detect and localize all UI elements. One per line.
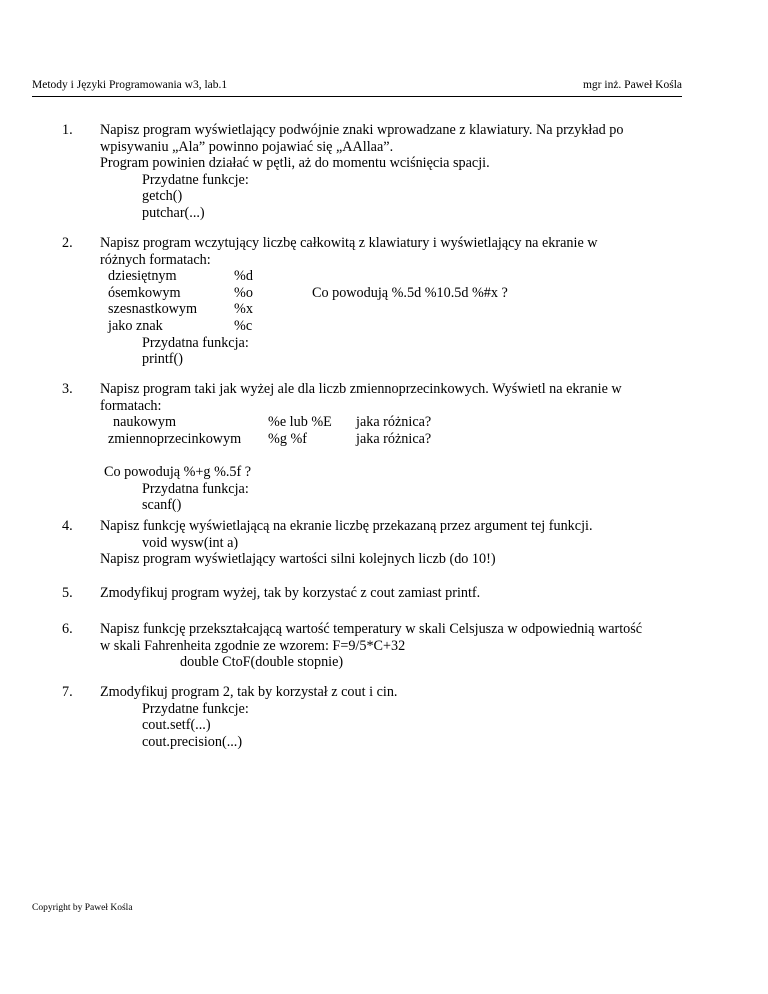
helper-title: Przydatna funkcja: (142, 334, 249, 351)
format-name: szesnastkowym (108, 301, 198, 318)
helper-function: scanf() (142, 497, 182, 514)
format-row (100, 285, 700, 302)
header-course-title: Metody i Języki Programowania w3, lab.1 (32, 79, 228, 91)
header-author: mgr inż. Paweł Kośla (582, 79, 682, 91)
helper-title: Przydatna funkcja: (142, 480, 249, 497)
format-row (100, 301, 700, 318)
helper-title: Przydatne funkcje: (142, 171, 249, 188)
task-text-line: różnych formatach: (100, 251, 211, 268)
task-text-line: wpisywaniu „Ala” powinno pojawiać się „AAllaa”. (100, 138, 394, 155)
format-name: naukowym (113, 414, 177, 431)
helper-function: getch() (142, 188, 183, 205)
function-signature: void wysw(int a) (142, 534, 239, 551)
format-name: dziesiętnym (108, 268, 177, 285)
task-text-line: Napisz program taki jak wyżej ale dla liczb zmiennoprzecinkowych. Wyświetl na ekranie w (100, 381, 622, 397)
task-number: 7. (62, 684, 73, 700)
page-footer: Copyright by Paweł Kośla (32, 903, 133, 913)
task-number: 3. (62, 381, 73, 397)
helper-title: Przydatne funkcje: (142, 700, 249, 717)
task-text-line: w skali Fahrenheita zgodnie ze wzorem: F=9/5*C+32 (100, 637, 406, 654)
format-spec: %d (234, 268, 253, 285)
format-row (100, 431, 700, 448)
task-text-line: Napisz funkcję przekształcającą wartość temperatury w skali Celsjusza w odpowiednią wartość (100, 621, 643, 637)
task-text-line: Zmodyfikuj program wyżej, tak by korzystać z cout zamiast printf. (100, 585, 481, 601)
format-row (100, 268, 700, 285)
format-name: ósemkowym (108, 284, 181, 301)
format-spec: %o (234, 284, 253, 301)
format-note: jaka różnica? (356, 430, 432, 447)
helper-function: cout.precision(...) (142, 733, 243, 750)
format-name: jako znak (108, 317, 163, 334)
helper-function: putchar(...) (142, 204, 205, 221)
task-number: 2. (62, 235, 73, 251)
task-number: 5. (62, 585, 73, 601)
format-note: jaka różnica? (356, 414, 432, 431)
page-header (32, 79, 682, 91)
task-text-line: Program powinien działać w pętli, aż do momentu wciśnięcia spacji. (100, 155, 490, 172)
format-row (100, 318, 700, 335)
task-number: 1. (62, 122, 73, 138)
task-text-line: Napisz program wyświetlający podwójnie znaki wprowadzane z klawiatury. Na przykład po (100, 122, 624, 138)
format-name: zmiennoprzecinkowym (108, 430, 242, 447)
task-text-line: Napisz program wczytujący liczbę całkowitą z klawiatury i wyświetlający na ekranie w (100, 235, 598, 251)
task-text-line: Napisz funkcję wyświetlającą na ekranie liczbę przekazaną przez argument tej funkcji. (100, 518, 593, 534)
helper-function: cout.setf(...) (142, 717, 211, 734)
task-text-line: Napisz program wyświetlający wartości silni kolejnych liczb (do 10!) (100, 551, 496, 568)
function-signature: double CtoF(double stopnie) (180, 654, 344, 671)
task-number: 4. (62, 518, 73, 534)
format-spec: %x (234, 301, 253, 318)
format-question: Co powodują %+g %.5f ? (104, 463, 252, 480)
task-number: 6. (62, 621, 73, 637)
format-spec: %g %f (268, 430, 308, 447)
header-divider (32, 96, 682, 97)
helper-function: printf() (142, 351, 183, 368)
task-text-line: formatach: (100, 397, 162, 414)
format-question: Co powodują %.5d %10.5d %#x ? (312, 284, 508, 301)
format-spec: %c (234, 317, 253, 334)
format-row (100, 414, 700, 431)
format-spec: %e lub %E (268, 414, 332, 431)
blank-line (100, 447, 700, 464)
task-text-line: Zmodyfikuj program 2, tak by korzystał z cout i cin. (100, 684, 398, 700)
